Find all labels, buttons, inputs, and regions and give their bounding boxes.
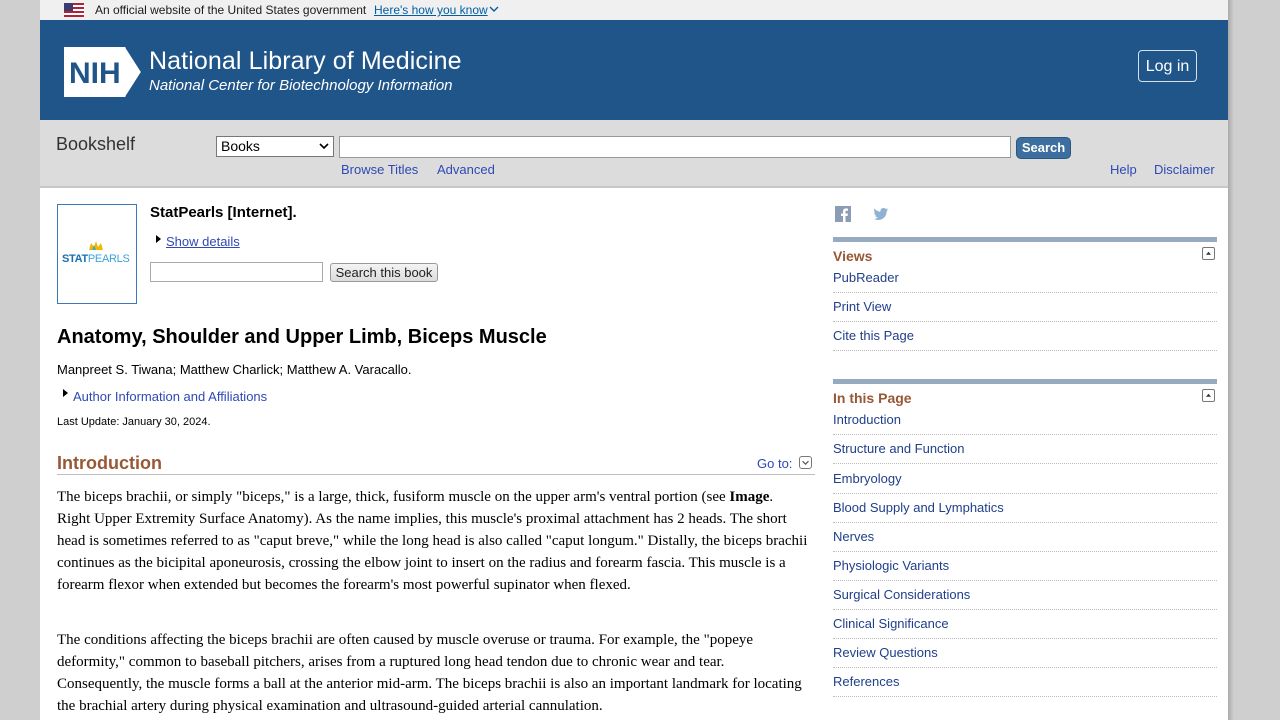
gov-banner-link[interactable]: Here's how you know — [374, 3, 488, 17]
login-button[interactable]: Log in — [1138, 50, 1197, 82]
article-title: Anatomy, Shoulder and Upper Limb, Biceps Muscle — [57, 326, 547, 348]
article-authors: Manpreet S. Tiwana; Matthew Charlick; Matthew A. Varacallo. — [57, 362, 412, 377]
page — [40, 0, 1228, 720]
toc-item-clinical-significance[interactable]: Clinical Significance — [833, 610, 1217, 639]
book-search-input[interactable] — [150, 262, 323, 282]
gov-banner-text: An official website of the United States government — [95, 3, 367, 17]
page-shadow — [1228, 0, 1234, 720]
show-details-link[interactable]: Show details — [166, 234, 240, 249]
search-bar — [40, 120, 1228, 188]
image-reference-link[interactable]: Image — [729, 489, 770, 505]
views-heading: Views — [833, 248, 873, 264]
views-box-bar — [833, 237, 1217, 242]
book-title[interactable]: StatPearls [Internet]. — [150, 204, 297, 221]
collapse-icon[interactable] — [1202, 247, 1215, 260]
caret-right-icon[interactable] — [156, 235, 161, 243]
toc-item-review-questions[interactable]: Review Questions — [833, 639, 1217, 668]
nih-logo[interactable] — [64, 47, 142, 97]
last-update: Last Update: January 30, 2024. — [57, 416, 211, 428]
cover-logo: STATPEARLS — [62, 253, 130, 265]
us-flag-icon — [64, 3, 84, 17]
gov-banner — [40, 0, 1228, 20]
help-link[interactable]: Help — [1110, 162, 1137, 177]
in-this-page-box-bar — [833, 379, 1217, 384]
sidebar-item-cite-this-page[interactable]: Cite this Page — [833, 322, 1217, 351]
twitter-icon[interactable] — [874, 208, 888, 220]
toc-item-nerves[interactable]: Nerves — [833, 523, 1217, 552]
goto-link[interactable]: Go to: — [757, 456, 793, 471]
toc-item-embryology[interactable]: Embryology — [833, 465, 1217, 494]
sidebar-item-print-view[interactable]: Print View — [833, 293, 1217, 322]
search-input[interactable] — [339, 136, 1011, 158]
collapse-icon[interactable] — [1202, 389, 1215, 402]
database-select[interactable] — [216, 136, 334, 157]
crown-icon — [88, 241, 104, 251]
toc-item-surgical-considerations[interactable]: Surgical Considerations — [833, 581, 1217, 610]
svg-text:NIH: NIH — [69, 57, 121, 90]
in-this-page-heading: In this Page — [833, 390, 912, 406]
chevron-down-icon — [318, 139, 330, 153]
site-title[interactable]: National Library of Medicine — [149, 47, 462, 75]
advanced-link[interactable]: Advanced — [437, 162, 495, 177]
search-button[interactable]: Search — [1016, 137, 1071, 159]
toc-item-structure-and-function[interactable]: Structure and Function — [833, 435, 1217, 464]
chevron-down-icon[interactable] — [489, 4, 499, 14]
search-this-book-button[interactable]: Search this book — [330, 263, 438, 282]
database-select-value: Books — [221, 138, 260, 154]
toc-item-references[interactable]: References — [833, 668, 1217, 697]
paragraph-2: The conditions affecting the biceps brachii are often caused by muscle overuse or trauma. For example, the "popeye deformity," common to baseball pitchers, arises from a ruptured long head tendon due to chronic wear and tear. Consequently, the muscle forms a ball at the anterior mid-arm. The biceps brachii is also an important landmark for locating the brachial artery during physical examination and ultrasound-guided arterial cannulation. — [57, 632, 802, 714]
book-cover[interactable] — [57, 204, 137, 304]
browse-titles-link[interactable]: Browse Titles — [341, 162, 419, 177]
site-subtitle: National Center for Biotechnology Information — [149, 77, 453, 94]
chevron-down-icon[interactable] — [799, 456, 812, 469]
toc-item-physiologic-variants[interactable]: Physiologic Variants — [833, 552, 1217, 581]
disclaimer-link[interactable]: Disclaimer — [1154, 162, 1215, 177]
bookshelf-label[interactable]: Bookshelf — [56, 134, 136, 154]
section-heading-introduction: Introduction — [57, 453, 162, 473]
author-affiliations-link[interactable]: Author Information and Affiliations — [73, 389, 268, 404]
facebook-icon[interactable] — [835, 206, 851, 222]
toc-item-blood-supply[interactable]: Blood Supply and Lymphatics — [833, 494, 1217, 523]
toc-item-introduction[interactable]: Introduction — [833, 406, 1217, 435]
paragraph-1: The biceps brachii, or simply "biceps," is a large, thick, fusiform muscle on the upper arm's ventral portion (see Image. Right Upper Extremity Surface Anatomy). As the name implies, this muscle's proximal attachment has 2 heads. The short head is sometimes referred to as "caput breve," while the long head is also called "caput longum." Distally, the biceps brachii continues as the bicipital aponeurosis, crossing the elbow joint to insert on the radius and forearm fascia. This muscle is a forearm flexor when extended but becomes the forearm's most powerful supinator when flexed. — [57, 489, 808, 593]
section-divider — [57, 474, 815, 475]
site-header — [40, 20, 1228, 120]
sidebar-item-pubreader[interactable]: PubReader — [833, 264, 1217, 293]
caret-right-icon[interactable] — [63, 389, 68, 397]
